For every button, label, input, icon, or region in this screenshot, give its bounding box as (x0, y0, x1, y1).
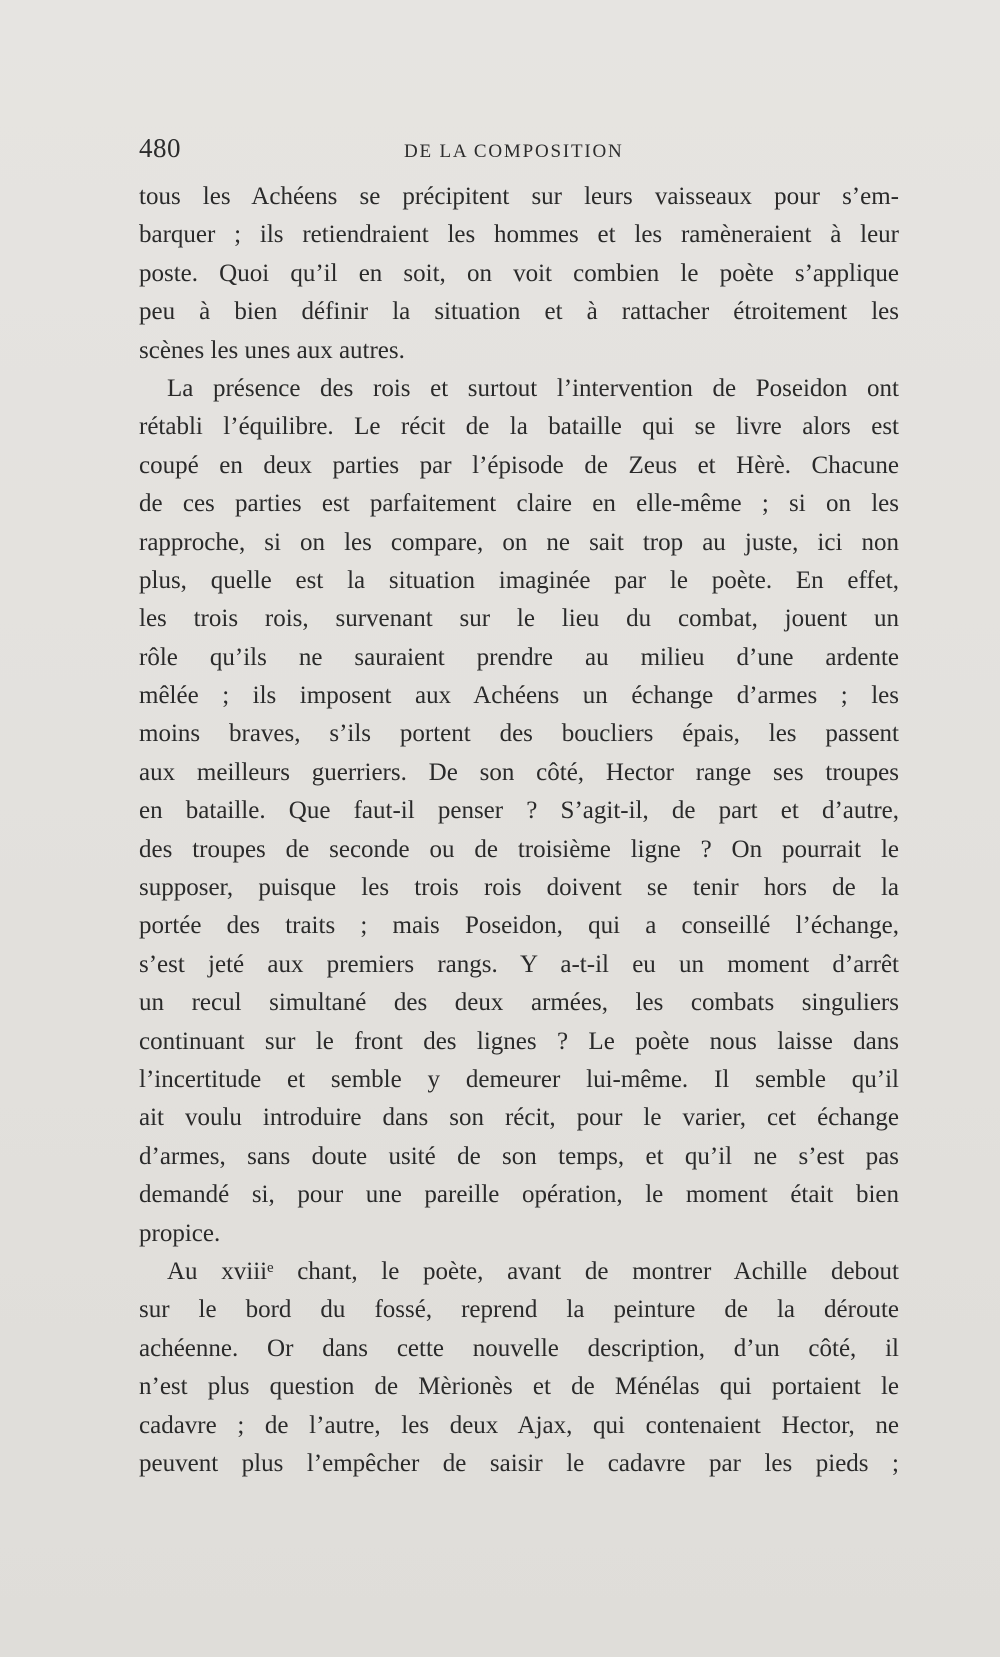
text-line: rapproche, si on les compare, on ne sait trop au juste, ici non (139, 528, 899, 556)
text-line: de ces parties est parfaitement claire en elle-même ; si on les (139, 490, 899, 518)
text-line: moins braves, s’ils portent des boucliers épais, les passent (139, 720, 899, 748)
text-line: mêlée ; ils imposent aux Achéens un échange d’armes ; les (139, 682, 899, 710)
text-line: peu à bien définir la situation et à rattacher étroitement les (139, 298, 899, 326)
text-line: poste. Quoi qu’il en soit, on voit combien le poète s’applique (139, 259, 899, 287)
text-line: l’incertitude et semble y demeurer lui-même. Il semble qu’il (139, 1065, 899, 1093)
text-line: tous les Achéens se précipitent sur leurs vaisseaux pour s’em- (139, 183, 899, 210)
text-line: supposer, puisque les trois rois doivent se tenir hors de la (139, 874, 899, 902)
paragraph (139, 178, 899, 370)
text-line: coupé en deux parties par l’épisode de Zeus et Hèrè. Chacune (139, 451, 899, 479)
running-head: DE LA COMPOSITION (404, 141, 624, 162)
text-line: rôle qu’ils ne sauraient prendre au milieu d’une ardente (139, 643, 899, 671)
text-line: propice. (139, 1219, 221, 1247)
text-line: sur le bord du fossé, reprend la peinture de la déroute (139, 1296, 899, 1324)
text-line: des troupes de seconde ou de troisième ligne ? On pourrait le (139, 835, 899, 863)
body-text (139, 178, 899, 1483)
text-line: un recul simultané des deux armées, les combats singuliers (139, 989, 899, 1017)
text-line: s’est jeté aux premiers rangs. Y a-t-il eu un moment d’arrêt (139, 950, 899, 978)
text-line: d’armes, sans doute usité de son temps, et qu’il ne s’est pas (139, 1142, 899, 1170)
text-line: les trois rois, survenant sur le lieu du combat, jouent un (139, 605, 899, 633)
text-line: rétabli l’équilibre. Le récit de la bataille qui se livre alors est (139, 413, 899, 441)
text-line: ait voulu introduire dans son récit, pour le varier, cet échange (139, 1104, 899, 1132)
text-line: demandé si, pour une pareille opération, le moment était bien (139, 1181, 899, 1209)
text-line: aux meilleurs guerriers. De son côté, Hector range ses troupes (139, 758, 899, 786)
text-line: continuant sur le front des lignes ? Le poète nous laisse dans (139, 1027, 899, 1055)
page-header (139, 133, 899, 173)
text-line: plus, quelle est la situation imaginée par le poète. En effet, (139, 566, 899, 594)
paragraph (139, 370, 899, 1253)
paragraph (139, 1253, 899, 1483)
text-line: en bataille. Que faut-il penser ? S’agit-il, de part et d’autre, (139, 797, 899, 825)
text-line: n’est plus question de Mèrionès et de Ménélas qui portaient le (139, 1373, 899, 1401)
text-line: scènes les unes aux autres. (139, 336, 405, 364)
text-line: cadavre ; de l’autre, les deux Ajax, qui contenaient Hector, ne (139, 1411, 899, 1439)
text-line: portée des traits ; mais Poseidon, qui a conseillé l’échange, (139, 912, 899, 940)
text-line: achéenne. Or dans cette nouvelle description, d’un côté, il (139, 1334, 899, 1362)
text-line: barquer ; ils retiendraient les hommes et les ramèneraient à leur (139, 221, 899, 249)
page-number: 480 (139, 133, 181, 163)
text-line: Au xviiiᵉ chant, le poète, avant de montrer Achille debout (167, 1257, 899, 1285)
text-line: peuvent plus l’empêcher de saisir le cadavre par les pieds ; (139, 1449, 899, 1477)
text-line: La présence des rois et surtout l’intervention de Poseidon ont (167, 374, 899, 402)
